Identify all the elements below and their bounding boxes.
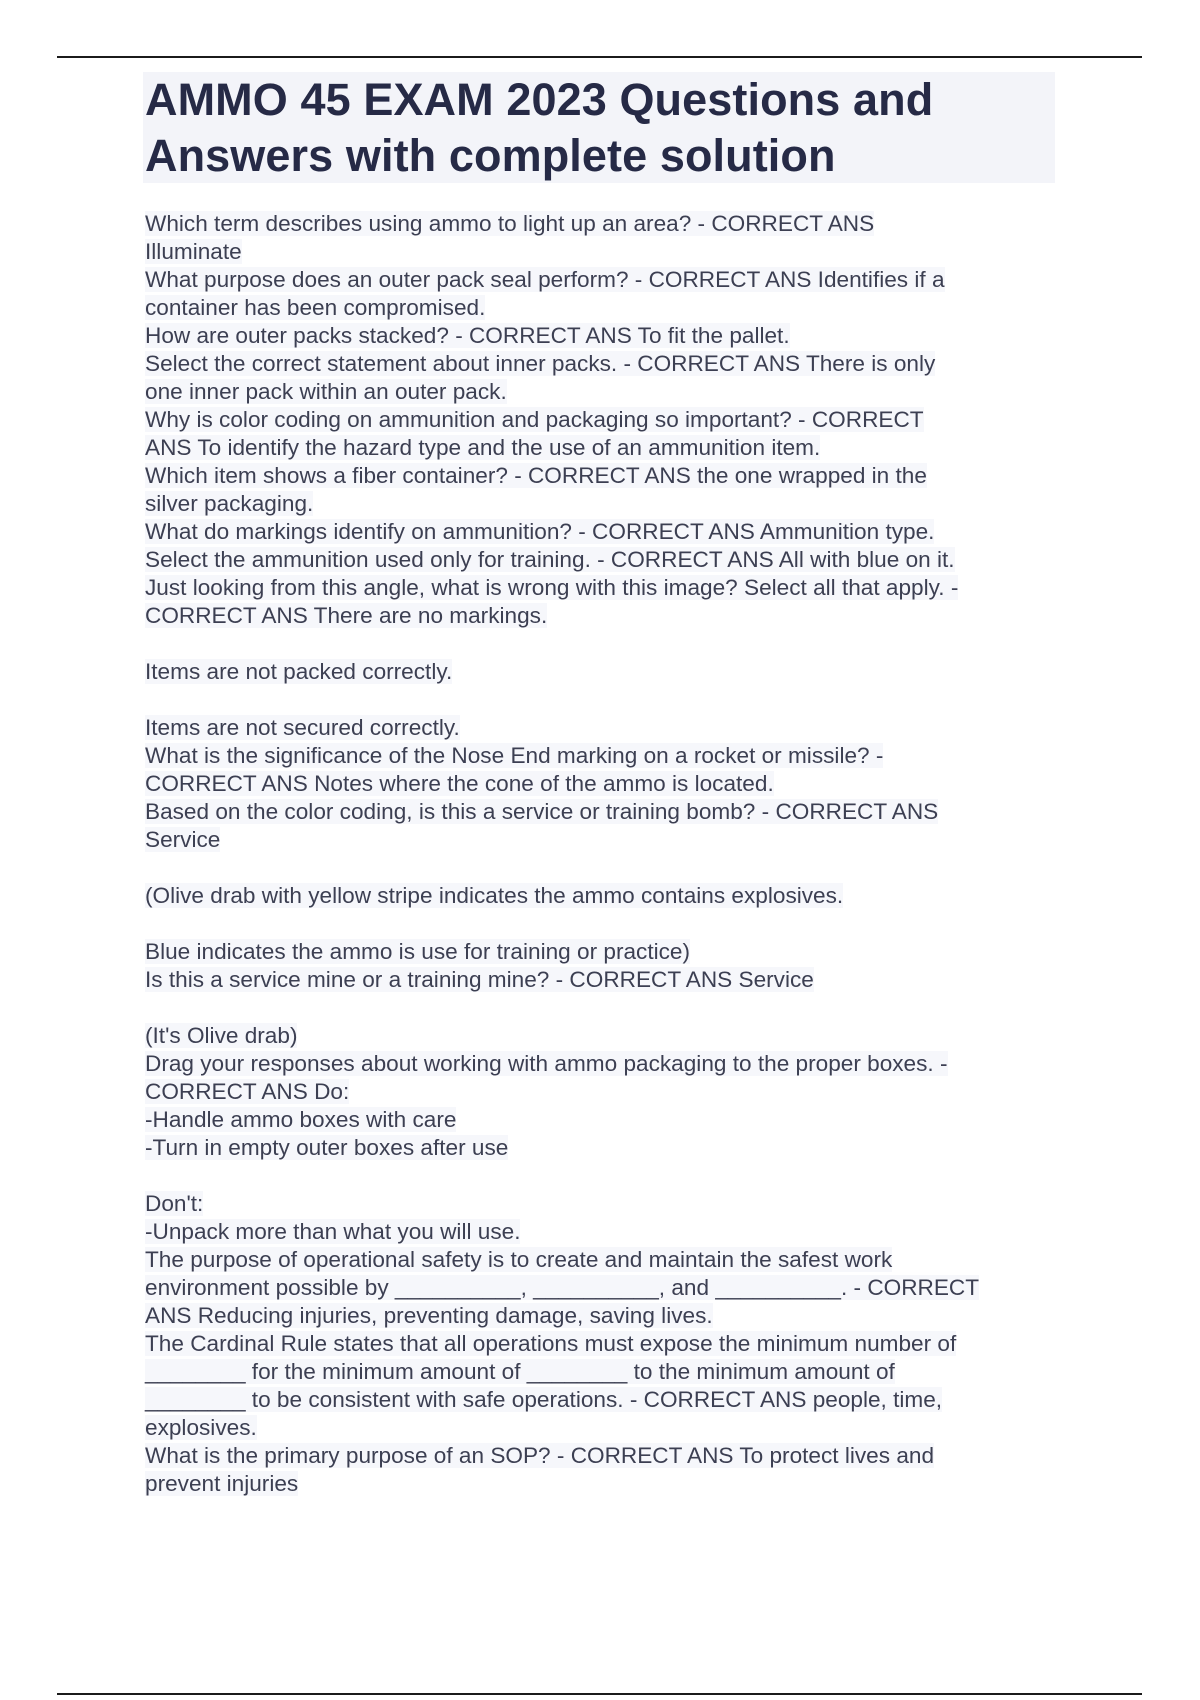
qa-line: The Cardinal Rule states that all operations must expose the minimum number of — [145, 1331, 957, 1356]
qa-item — [145, 462, 1055, 518]
qa-text-line — [145, 742, 1055, 770]
title-block — [143, 72, 1055, 183]
qa-line: What is the significance of the Nose End marking on a rocket or missile? - — [145, 743, 884, 768]
qa-line: Why is color coding on ammunition and packaging so important? - CORRECT — [145, 407, 924, 432]
qa-item — [145, 742, 1055, 798]
qa-text-line — [145, 434, 1055, 462]
qa-line: CORRECT ANS There are no markings. — [145, 603, 548, 628]
qa-line: Drag your responses about working with ammo packaging to the proper boxes. - — [145, 1051, 948, 1076]
qa-line: How are outer packs stacked? - CORRECT ANS To fit the pallet. — [145, 323, 790, 348]
qa-text-line — [145, 546, 1055, 574]
qa-item — [145, 1246, 1055, 1330]
qa-item — [145, 1050, 1055, 1246]
document-title — [143, 72, 1055, 184]
qa-item — [145, 406, 1055, 462]
blank-line — [145, 910, 1055, 938]
qa-text-line — [145, 1330, 1055, 1358]
qa-item — [145, 1442, 1055, 1498]
qa-text-line — [145, 1106, 1055, 1134]
qa-text-line — [145, 210, 1055, 238]
qa-line: Just looking from this angle, what is wrong with this image? Select all that apply. - — [145, 575, 959, 600]
qa-item — [145, 966, 1055, 1050]
blank-line — [145, 1162, 1055, 1190]
bottom-rule — [57, 1693, 1142, 1695]
qa-line: environment possible by __________, __________, and __________. - CORRECT — [145, 1275, 980, 1300]
qa-line: one inner pack within an outer pack. — [145, 379, 507, 404]
qa-line: -Turn in empty outer boxes after use — [145, 1135, 509, 1160]
qa-line: Blue indicates the ammo is use for training or practice) — [145, 939, 691, 964]
qa-text-line — [145, 378, 1055, 406]
qa-item — [145, 1330, 1055, 1442]
qa-line: Illuminate — [145, 239, 242, 264]
qa-text-line — [145, 1302, 1055, 1330]
qa-text-line — [145, 518, 1055, 546]
qa-text-line — [145, 658, 1055, 686]
qa-line: -Unpack more than what you will use. — [145, 1219, 521, 1244]
qa-line: Select the correct statement about inner packs. - CORRECT ANS There is only — [145, 351, 936, 376]
qa-text-line — [145, 938, 1055, 966]
qa-text-line — [145, 350, 1055, 378]
qa-line: CORRECT ANS Notes where the cone of the ammo is located. — [145, 771, 774, 796]
qa-line: Items are not packed correctly. — [145, 659, 453, 684]
qa-line: ________ for the minimum amount of ________ to the minimum amount of — [145, 1359, 895, 1384]
title-line-1: AMMO 45 EXAM 2023 Questions and — [145, 74, 934, 125]
qa-text-line — [145, 770, 1055, 798]
qa-line: container has been compromised. — [145, 295, 486, 320]
qa-text-line — [145, 1246, 1055, 1274]
qa-text-line — [145, 1218, 1055, 1246]
qa-item — [145, 266, 1055, 322]
qa-text-line — [145, 1414, 1055, 1442]
qa-line: What purpose does an outer pack seal perform? - CORRECT ANS Identifies if a — [145, 267, 945, 292]
qa-line: What do markings identify on ammunition? - CORRECT ANS Ammunition type. — [145, 519, 935, 544]
qa-line: (Olive drab with yellow stripe indicates the ammo contains explosives. — [145, 883, 844, 908]
qa-text-line — [145, 798, 1055, 826]
qa-text-line — [145, 322, 1055, 350]
qa-text-line — [145, 406, 1055, 434]
qa-line: Items are not secured correctly. — [145, 715, 460, 740]
qa-line: Service — [145, 827, 221, 852]
qa-line: Based on the color coding, is this a service or training bomb? - CORRECT ANS — [145, 799, 939, 824]
qa-text-line — [145, 294, 1055, 322]
qa-text-line — [145, 826, 1055, 854]
qa-item — [145, 518, 1055, 546]
qa-text-line — [145, 490, 1055, 518]
qa-text-line — [145, 266, 1055, 294]
qa-line: -Handle ammo boxes with care — [145, 1107, 457, 1132]
qa-line: (It's Olive drab) — [145, 1023, 298, 1048]
qa-text-line — [145, 1190, 1055, 1218]
qa-line: The purpose of operational safety is to create and maintain the safest work — [145, 1247, 893, 1272]
qa-text-line — [145, 1050, 1055, 1078]
qa-list — [145, 210, 1055, 1498]
qa-line: ________ to be consistent with safe operations. - CORRECT ANS people, time, — [145, 1387, 943, 1412]
qa-text-line — [145, 966, 1055, 994]
qa-text-line — [145, 1386, 1055, 1414]
qa-item — [145, 798, 1055, 966]
blank-line — [145, 854, 1055, 882]
qa-text-line — [145, 882, 1055, 910]
qa-text-line — [145, 602, 1055, 630]
qa-line: prevent injuries — [145, 1471, 299, 1496]
qa-line: ANS Reducing injuries, preventing damage, saving lives. — [145, 1303, 713, 1328]
qa-line: Don't: — [145, 1191, 204, 1216]
qa-text-line — [145, 238, 1055, 266]
qa-line: Which item shows a fiber container? - CORRECT ANS the one wrapped in the — [145, 463, 927, 488]
qa-line: What is the primary purpose of an SOP? - CORRECT ANS To protect lives and — [145, 1443, 935, 1468]
qa-item — [145, 546, 1055, 574]
qa-line: silver packaging. — [145, 491, 314, 516]
top-rule — [57, 56, 1142, 58]
blank-line — [145, 686, 1055, 714]
qa-text-line — [145, 1078, 1055, 1106]
qa-line: CORRECT ANS Do: — [145, 1079, 350, 1104]
qa-text-line — [145, 1442, 1055, 1470]
qa-item — [145, 350, 1055, 406]
qa-text-line — [145, 1470, 1055, 1498]
qa-text-line — [145, 1022, 1055, 1050]
qa-item — [145, 574, 1055, 742]
qa-line: ANS To identify the hazard type and the use of an ammunition item. — [145, 435, 821, 460]
qa-text-line — [145, 574, 1055, 602]
qa-text-line — [145, 714, 1055, 742]
blank-line — [145, 630, 1055, 658]
title-line-2: Answers with complete solution — [145, 130, 836, 181]
blank-line — [145, 994, 1055, 1022]
qa-line: Select the ammunition used only for training. - CORRECT ANS All with blue on it. — [145, 547, 955, 572]
qa-line: Is this a service mine or a training mine? - CORRECT ANS Service — [145, 967, 814, 992]
qa-line: explosives. — [145, 1415, 257, 1440]
qa-item — [145, 322, 1055, 350]
qa-text-line — [145, 462, 1055, 490]
qa-text-line — [145, 1274, 1055, 1302]
qa-text-line — [145, 1134, 1055, 1162]
qa-text-line — [145, 1358, 1055, 1386]
qa-line: Which term describes using ammo to light up an area? - CORRECT ANS — [145, 211, 875, 236]
qa-item — [145, 210, 1055, 266]
